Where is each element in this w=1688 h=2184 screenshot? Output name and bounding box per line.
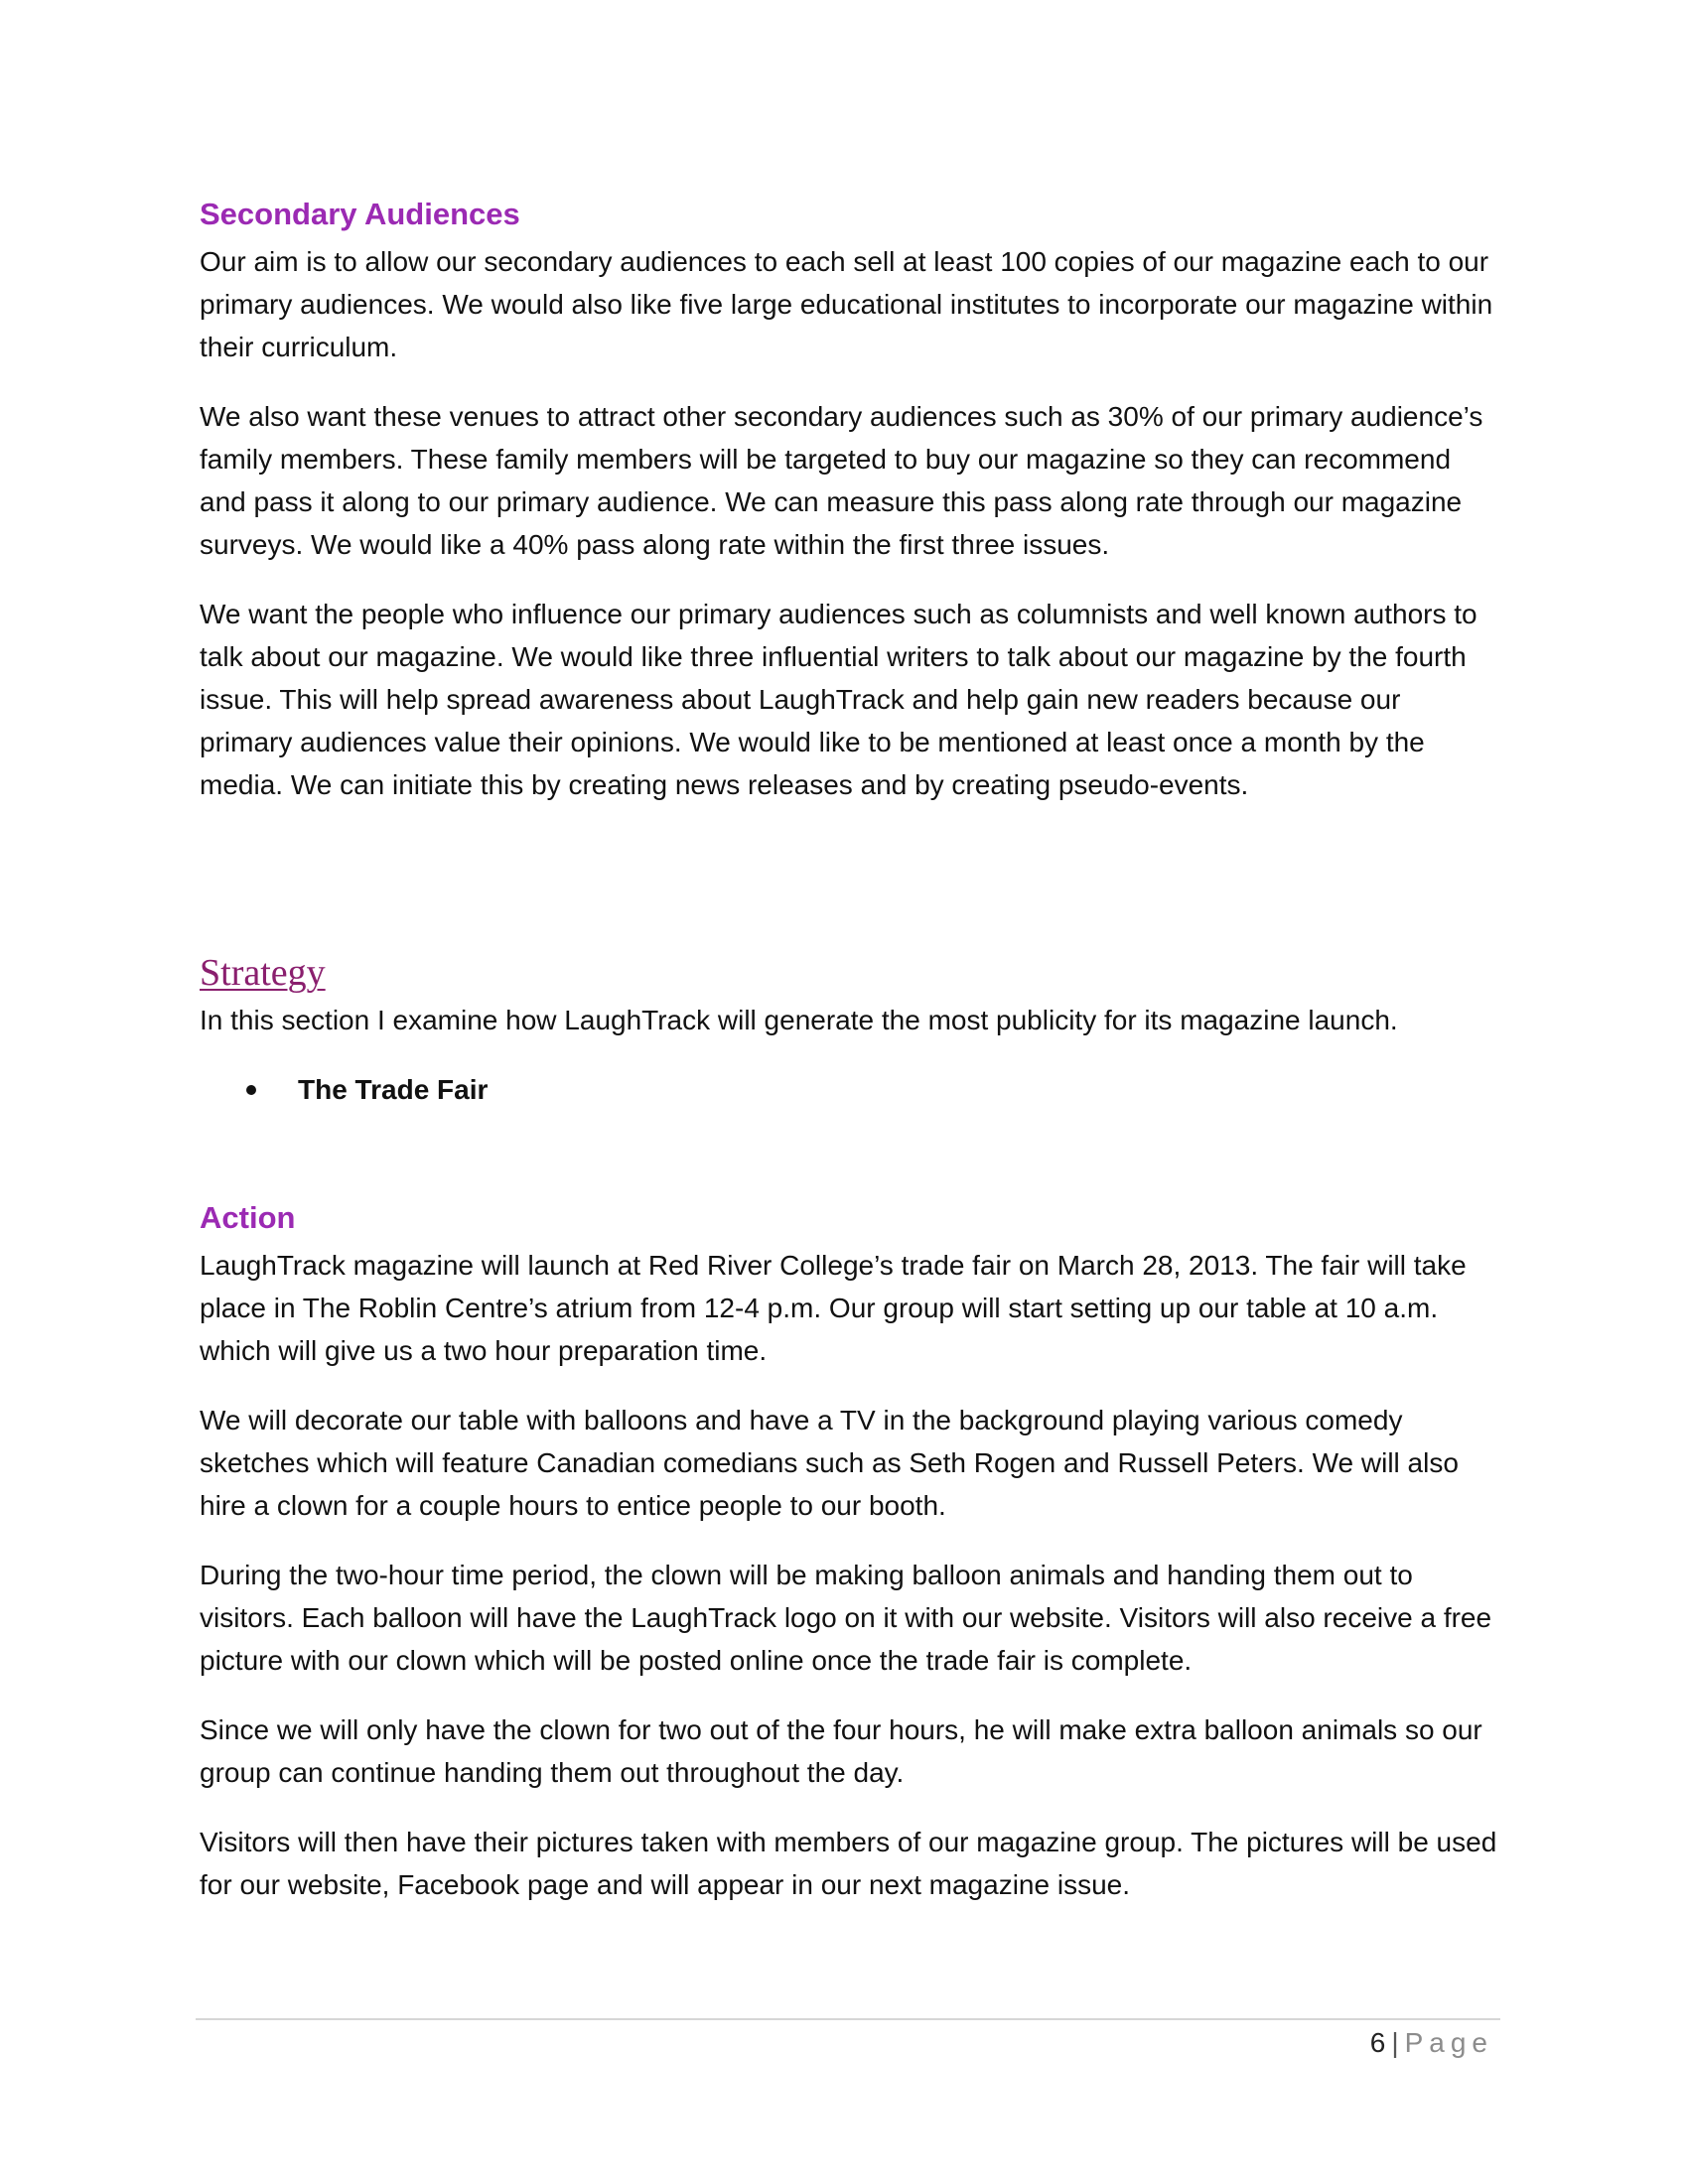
list-item-label: The Trade Fair [298, 1074, 489, 1105]
spacer [200, 1111, 1500, 1198]
page-label: Page [1404, 2027, 1493, 2058]
spacer [200, 833, 1500, 949]
heading-action: Action [200, 1200, 296, 1235]
footer-rule [196, 2018, 1500, 2020]
paragraph: Visitors will then have their pictures taken with members of our magazine group. The pictures will be used for our website, Facebook page and will appear in our next magazine issue. [200, 1827, 1497, 1900]
paragraph: During the two-hour time period, the clown will be making balloon animals and handing them out to visitors. Each balloon will have the LaughTrack logo on it with our website. Visitors will also receive a free picture with our clown which will be posted online once the trade fair is complete. [200, 1560, 1492, 1676]
bullet-list [200, 1068, 1500, 1111]
footer-separator: | [1391, 2027, 1399, 2058]
paragraph: LaughTrack magazine will launch at Red River College’s trade fair on March 28, 2013. The fair will take place in The Roblin Centre’s atrium from 12-4 p.m. Our group will start setting up our table at 10 a.m. which will give us a two hour preparation time. [200, 1250, 1467, 1366]
paragraph: We want the people who influence our primary audiences such as columnists and well known authors to talk about our magazine. We would like three influential writers to talk about our magazine by the fourth issue. This will help spread awareness about LaughTrack and help gain new readers because our primary audiences value their opinions. We would like to be mentioned at least once a month by the media. We can initiate this by creating news releases and by creating pseudo-events. [200, 599, 1477, 800]
document-page [200, 195, 1500, 1933]
page-number: 6 [1369, 2027, 1386, 2058]
paragraph: We will decorate our table with balloons and have a TV in the background playing various comedy sketches which will feature Canadian comedians such as Seth Rogen and Russell Peters. We will also hire a clown for a couple hours to entice people to our booth. [200, 1405, 1459, 1521]
list-item [200, 1068, 1500, 1111]
paragraph: Our aim is to allow our secondary audiences to each sell at least 100 copies of our magazine each to our primary audiences. We would also like five large educational institutes to incorporate our magazine within their curriculum. [200, 246, 1493, 362]
paragraph: We also want these venues to attract other secondary audiences such as 30% of our primary audience’s family members. These family members will be targeted to buy our magazine so they can recommend and pass it along to our primary audience. We can measure this pass along rate through our magazine surveys. We would like a 40% pass along rate within the first three issues. [200, 401, 1483, 560]
heading-strategy: Strategy [200, 952, 326, 994]
heading-secondary-audiences: Secondary Audiences [200, 197, 520, 231]
page-footer [1370, 2023, 1493, 2063]
bullet-icon [246, 1085, 256, 1095]
paragraph: In this section I examine how LaughTrack will generate the most publicity for its magazine launch. [200, 1005, 1398, 1035]
paragraph: Since we will only have the clown for two out of the four hours, he will make extra balloon animals so our group can continue handing them out throughout the day. [200, 1714, 1482, 1788]
